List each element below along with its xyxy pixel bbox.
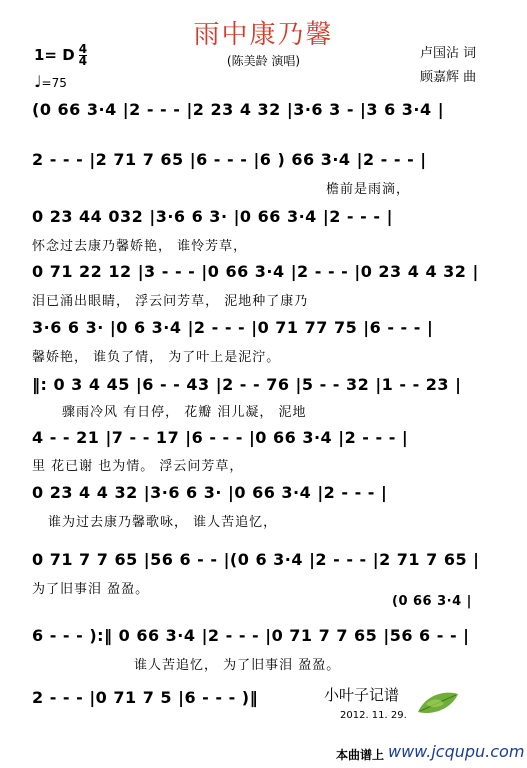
score-line-8-notes: 0 23 4 4 32 |3·6 6 3· |0 66 3·4 |2 - - - | [32,483,388,502]
score-line-3-notes: 0 23 44 032 |3·6 6 3· |0 66 3·4 |2 - - - | [32,207,393,226]
lyricist-credit: 卢国沾 词 [420,46,477,61]
score-line-8-lyrics: 谁为过去康乃馨歌咏， 谁人苦追忆， [48,515,278,530]
time-signature-top: 4 [78,42,88,56]
score-line-6-lyrics: 骤雨冷风 有日停， 花瓣 泪儿凝， 泥地 [62,405,307,420]
song-title: 雨中康乃馨 [193,20,334,50]
score-line-10-notes: (0 66 3·4 | [392,594,472,609]
time-signature [79,44,87,67]
score-line-2-notes: 2 - - - |2 71 7 65 |6 - - - |6 ) 66 3·4 |2 - - - | [32,150,427,169]
score-line-11-lyrics: 谁人苦追忆， 为了旧事泪 盈盈。 [134,658,341,673]
score-line-9-lyrics: 为了旧事泪 盈盈。 [32,582,150,597]
score-line-3-lyrics: 怀念过去康乃馨娇艳， 谁怜芳草， [32,239,248,254]
site-footer-label: 本曲谱上 [336,748,385,762]
score-line-2-lyrics: 檐前是雨滴， [326,182,411,197]
score-line-11-notes: 6 - - - ):‖ 0 66 3·4 |2 - - - |0 71 7 7 65 |56 6 - - | [32,626,470,645]
score-line-12-notes: 2 - - - |0 71 7 5 |6 - - - )‖ [32,688,259,707]
score-line-7-lyrics: 里 花已谢 也为情。 浮云问芳草， [32,459,244,474]
leaf-icon [416,690,460,716]
key-signature [34,44,87,67]
score-line-6-notes: ‖: 0 3 4 45 |6 - - 43 |2 - - 76 |5 - - 32 |1 - - 23 | [32,375,462,394]
quarter-note-icon: ♩ [34,72,42,91]
key-label: 1= D [34,46,75,64]
transcriber-signature: 小叶子记谱 [324,686,400,704]
score-line-9-notes: 0 71 7 7 65 |56 6 - - |(0 6 3·4 |2 - - - |2 71 7 65 | [32,550,480,569]
score-line-5-lyrics: 馨娇艳， 谁负了情， 为了叶上是泥泞。 [32,350,281,365]
time-signature-bottom: 4 [78,54,88,68]
score-line-1-notes: (0 66 3·4 |2 - - - |2 23 4 32 |3·6 3 - |3 6 3·4 | [32,100,445,119]
score-line-4-lyrics: 泪已涌出眼睛， 浮云问芳草， 泥地种了康乃 [32,294,309,309]
transcription-date: 2012. 11. 29. [340,710,407,721]
score-line-4-notes: 0 71 22 12 |3 - - - |0 66 3·4 |2 - - - |0 23 4 4 32 | [32,262,479,281]
tempo-marking [34,72,67,91]
composer-credit: 顾嘉辉 曲 [420,70,477,85]
tempo-value: =75 [41,76,67,90]
score-line-7-notes: 4 - - 21 |7 - - 17 |6 - - - |0 66 3·4 |2 - - - | [32,428,409,447]
site-footer-url[interactable]: www.jcqupu.com [388,742,525,761]
score-line-5-notes: 3·6 6 3· |0 6 3·4 |2 - - - |0 71 77 75 |6 - - - | [32,318,434,337]
performer-subtitle: (陈美龄 演唱) [226,54,301,68]
